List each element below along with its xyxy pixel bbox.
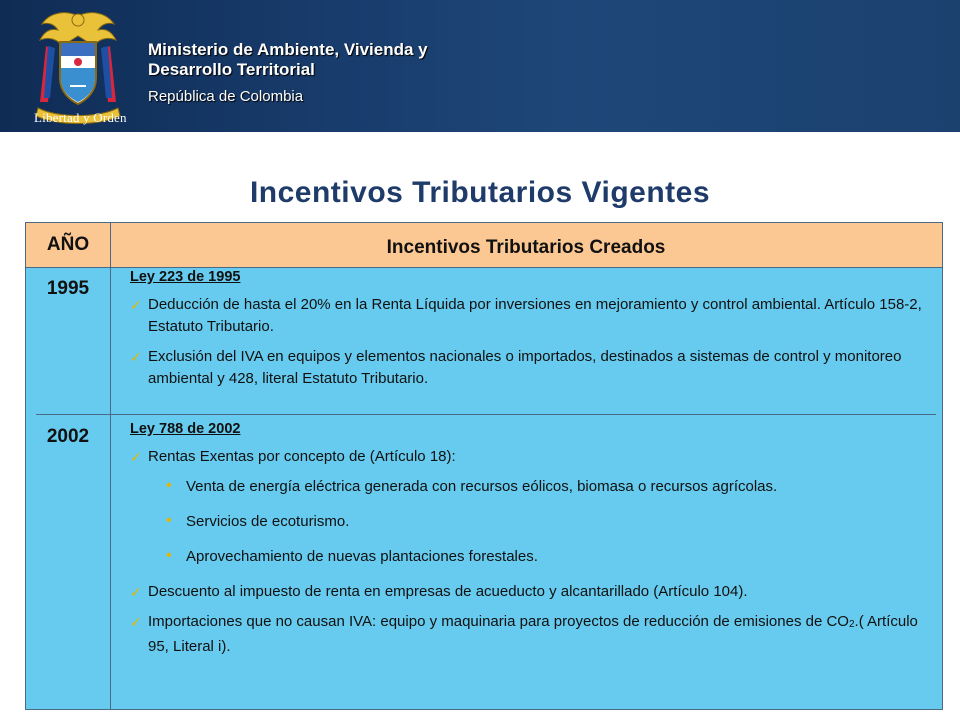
- check-icon: ✓: [130, 584, 142, 600]
- incentives-table: [25, 222, 943, 710]
- sub-list-item-text: Venta de energía eléctrica generada con recursos eólicos, biomasa o recursos agrícolas.: [186, 478, 778, 495]
- list-item-text: Descuento al impuesto de renta en empresas de acueducto y alcantarillado (Artículo 104).: [148, 583, 748, 600]
- sub-list-item: [130, 511, 935, 533]
- sub-list-item: [130, 546, 935, 568]
- column-header-incentives: Incentivos Tributarios Creados: [386, 237, 666, 258]
- year-cell-2002: 2002: [46, 426, 90, 447]
- list-item: [130, 346, 935, 390]
- list-item-text: Exclusión del IVA en equipos y elementos nacionales o importados, destinados a sistemas de control y monitoreo ambiental y 428, literal Estatuto Tributario.: [148, 348, 902, 387]
- check-icon: ✓: [130, 449, 142, 465]
- check-icon: ✓: [130, 614, 142, 630]
- list-item: [130, 611, 935, 658]
- sub-list-item-text: Aprovechamiento de nuevas plantaciones forestales.: [186, 548, 538, 565]
- list-item-text-part: .( Artículo 95, Literal i).: [148, 613, 918, 655]
- list-item-text-part: Importaciones que no causan IVA: equipo y maquinaria para proyectos de reducción de emisiones de CO: [148, 613, 849, 630]
- bullet-icon: •: [166, 477, 172, 494]
- table-header: [26, 223, 942, 268]
- list-item-text: Deducción de hasta el 20% en la Renta Líquida por inversiones en mejoramiento y control ambiental. Artículo 158-2, Estatuto Tributario.: [148, 296, 922, 335]
- motto-text: Libertad y Orden: [34, 110, 127, 125]
- ministry-line-1: Ministerio de Ambiente, Vivienda y: [148, 40, 428, 59]
- check-icon: ✓: [130, 297, 142, 313]
- bullet-icon: •: [166, 547, 172, 564]
- law-title: Ley 223 de 1995: [130, 269, 241, 285]
- sub-list-item: [130, 476, 935, 498]
- table-row-1995: [130, 269, 935, 398]
- ministry-line-2: Desarrollo Territorial: [148, 60, 315, 79]
- header-banner: [0, 0, 960, 132]
- sub-list-item-text: Servicios de ecoturismo.: [186, 513, 350, 530]
- year-cell-1995: 1995: [46, 278, 90, 299]
- list-item: [130, 581, 935, 603]
- list-item-text: Rentas Exentas por concepto de (Artículo 18):: [148, 448, 456, 465]
- list-item: [130, 294, 935, 338]
- column-divider: [110, 267, 111, 709]
- page-title: Incentivos Tributarios Vigentes: [249, 176, 711, 209]
- row-divider: [36, 414, 936, 415]
- ministry-name: [148, 40, 428, 80]
- check-icon: ✓: [130, 349, 142, 365]
- republic-name: República de Colombia: [148, 88, 304, 105]
- bullet-icon: •: [166, 512, 172, 529]
- list-item-text: [148, 613, 918, 655]
- subscript-text: 2: [848, 619, 855, 630]
- table-row-2002: [130, 421, 935, 666]
- list-item: [130, 446, 935, 468]
- law-title: Ley 788 de 2002: [130, 421, 241, 437]
- column-header-year: AÑO: [26, 223, 111, 267]
